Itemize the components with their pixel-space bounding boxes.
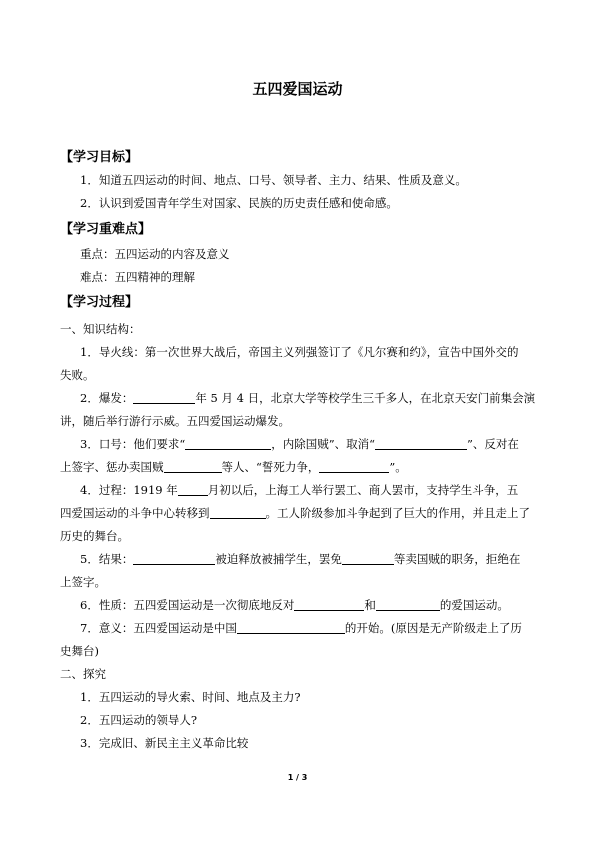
blank-slogan-2[interactable] bbox=[375, 437, 467, 450]
item-6-pre: 6．性质：五四爱国运动是一次彻底地反对 bbox=[80, 598, 295, 612]
explore-question-3: 3．完成旧、新民主主义革命比较 bbox=[80, 736, 249, 750]
blank-nature-2[interactable] bbox=[376, 598, 440, 611]
item-6-post: 的爱国运动。 bbox=[439, 598, 509, 612]
explore-question-2: 2．五四运动的领导人? bbox=[80, 713, 197, 727]
item-5-line-2: 上签字。 bbox=[60, 575, 106, 589]
blank-traitors[interactable] bbox=[164, 460, 222, 473]
page-number: 1 / 3 bbox=[287, 773, 308, 782]
blank-slogan-1[interactable] bbox=[185, 437, 271, 450]
blank-dismissed[interactable] bbox=[342, 552, 394, 565]
item-5-line-1 bbox=[80, 551, 560, 567]
item-7-line-2: 史舞台) bbox=[60, 644, 99, 658]
item-5-pre: 5．结果： bbox=[80, 552, 134, 566]
goal-item-1: 1．知道五四运动的时间、地点、口号、领导者、主力、结果、性质及意义。 bbox=[80, 173, 467, 187]
item-3-post: ”、反对在 bbox=[466, 437, 519, 451]
item-2-line-1 bbox=[80, 390, 560, 406]
item-2-line-2: 讲，随后举行游行示威。五四爱国运动爆发。 bbox=[60, 414, 290, 428]
keys-heading: 【学习重难点】 bbox=[60, 222, 152, 237]
item-3-mid: ，内除国贼”、取消“ bbox=[271, 437, 375, 451]
item-3b-mid: 等人、“誓死力争， bbox=[221, 460, 320, 474]
item-4b-pre: 四爱国运动的斗争中心转移到 bbox=[60, 506, 210, 520]
item-7-pre: 7．意义：五四爱国运动是中国 bbox=[80, 621, 237, 635]
item-4-line-2 bbox=[60, 505, 540, 521]
knowledge-heading: 一、知识结构： bbox=[60, 322, 141, 336]
explore-question-1: 1．五四运动的导火索、时间、地点及主力? bbox=[80, 690, 301, 704]
item-4-line-1 bbox=[80, 482, 560, 498]
item-3-line-2 bbox=[60, 459, 540, 475]
goals-heading: 【学习目标】 bbox=[60, 150, 139, 165]
item-4-pre: 4．过程：1919 年 bbox=[80, 483, 178, 497]
blank-year[interactable] bbox=[133, 391, 195, 404]
item-6-line bbox=[80, 597, 560, 613]
item-6-mid: 和 bbox=[364, 598, 376, 612]
process-heading: 【学习过程】 bbox=[60, 295, 139, 310]
blank-slogan-3[interactable] bbox=[319, 460, 389, 473]
item-2-post: 年 5 月 4 日，北京大学等校学生三千多人，在北京天安门前集会演 bbox=[195, 391, 536, 405]
item-5-post: 等卖国贼的职务，拒绝在 bbox=[393, 552, 521, 566]
item-5-mid: 被迫释放被捕学生，罢免 bbox=[215, 552, 342, 566]
item-3b-post: ”。 bbox=[389, 460, 407, 474]
item-4-line-3: 历史的舞台。 bbox=[60, 529, 129, 543]
item-4b-post: 。工人阶级参加斗争起到了巨大的作用，并且走上了 bbox=[265, 506, 530, 520]
page-title: 五四爱国运动 bbox=[252, 80, 343, 98]
item-3-line-1 bbox=[80, 436, 560, 452]
item-3-pre: 3．口号：他们要求“ bbox=[80, 437, 186, 451]
blank-nature-1[interactable] bbox=[294, 598, 364, 611]
item-3b-pre: 上签字、惩办卖国贼 bbox=[60, 460, 164, 474]
item-1-line-1: 1．导火线：第一次世界大战后，帝国主义列强签订了《凡尔赛和约》，宣告中国外交的 bbox=[80, 345, 519, 359]
blank-center[interactable] bbox=[210, 506, 266, 519]
item-2-pre: 2．爆发： bbox=[80, 391, 134, 405]
blank-government[interactable] bbox=[133, 552, 215, 565]
item-1-line-2: 失败。 bbox=[60, 368, 95, 382]
key-point: 重点：五四运动的内容及意义 bbox=[80, 247, 230, 261]
difficult-point: 难点：五四精神的理解 bbox=[80, 270, 195, 284]
item-7-line-1 bbox=[80, 620, 560, 636]
explore-heading: 二、探究 bbox=[60, 667, 106, 681]
item-7-post: 的开始。(原因是无产阶级走上了历 bbox=[344, 621, 522, 635]
goal-item-2: 2．认识到爱国青年学生对国家、民族的历史责任感和使命感。 bbox=[80, 196, 398, 210]
blank-month[interactable] bbox=[178, 483, 208, 496]
blank-significance[interactable] bbox=[237, 621, 345, 634]
item-4-post: 月初以后，上海工人举行罢工、商人罢市，支持学生斗争，五 bbox=[207, 483, 519, 497]
